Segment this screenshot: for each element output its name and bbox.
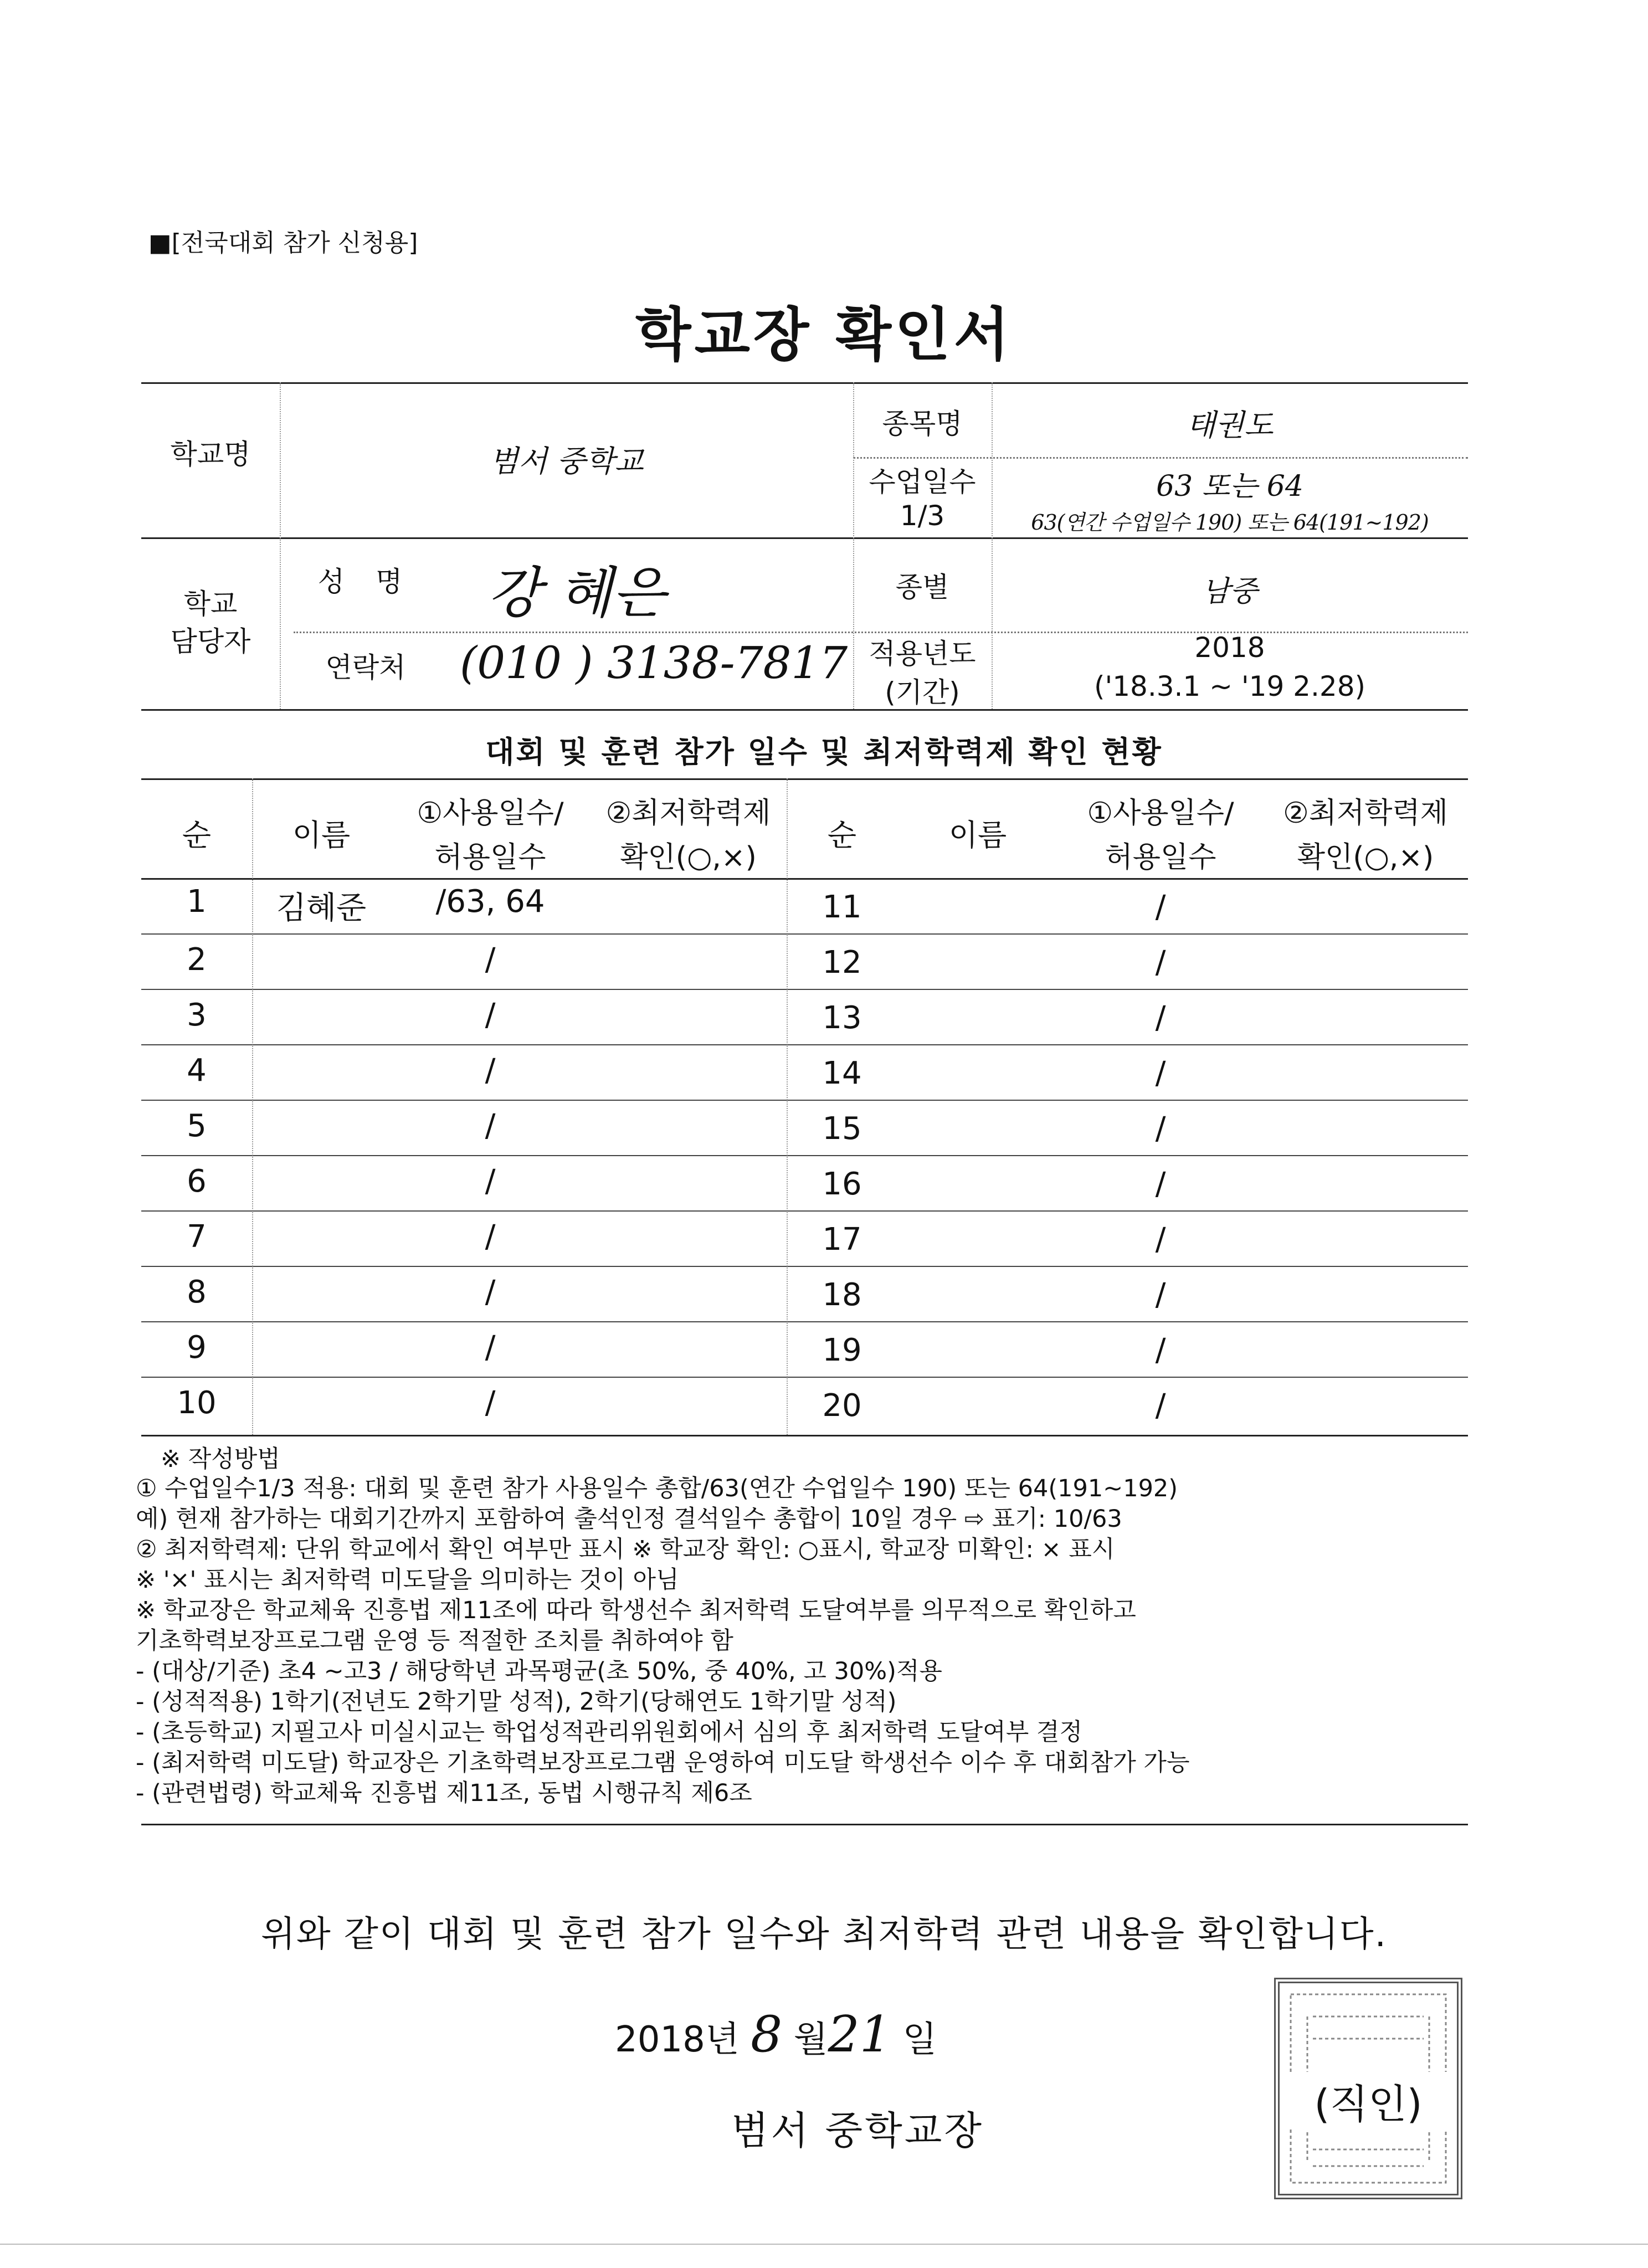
- row-days: /: [485, 1163, 496, 1199]
- note-line: - (대상/기준) 초4 ~고3 / 해당학년 과목평균(초 50%, 중 40%, 고 30%)적용: [136, 1658, 942, 1685]
- row-name: 김혜준: [276, 890, 367, 926]
- note-line: - (관련법령) 학교체육 진흥법 제11조, 동법 시행규칙 제6조: [136, 1779, 752, 1807]
- row-number: 6: [187, 1163, 207, 1199]
- row-days-right: /: [1155, 889, 1166, 925]
- col-check-header-right-1: ②최저학력제: [1283, 797, 1448, 830]
- note-line: - (초등학교) 지필고사 미실시교는 학업성적관리위원회에서 심의 후 최저학력 도달여부 결정: [136, 1718, 1082, 1746]
- row-number: 3: [187, 997, 207, 1033]
- page-title: 학교장 확인서: [635, 301, 1013, 368]
- notes-list: [136, 1474, 1189, 1809]
- note-line: - (성적적용) 1학기(전년도 2학기말 성적), 2학기(당해연도 1학기말 성적): [136, 1688, 897, 1716]
- col-seq-header: 순: [182, 818, 212, 853]
- person-name-value: 강 혜은: [487, 561, 666, 625]
- school-name-label: 학교명: [170, 438, 251, 470]
- row-number-right: 15: [822, 1111, 862, 1147]
- date-year: 2018년: [615, 2019, 740, 2060]
- row-number-right: 18: [822, 1277, 862, 1313]
- row-days: /: [485, 942, 496, 978]
- row-days-right: /: [1155, 1277, 1166, 1313]
- row-days: /: [485, 1108, 496, 1144]
- note-line: 기초학력보장프로그램 운영 등 적절한 조치를 취하여야 함: [136, 1627, 733, 1655]
- row-number: 4: [187, 1053, 207, 1089]
- row-number: 10: [177, 1385, 217, 1421]
- row-days-right: /: [1155, 1166, 1166, 1202]
- note-line: 예) 현재 참가하는 대회기간까지 포함하여 출석인정 결석일수 총합이 10일 경우 ⇨ 표기: 10/63: [136, 1505, 1122, 1533]
- row-number-right: 14: [822, 1055, 862, 1091]
- row-days: /: [485, 1330, 496, 1366]
- row-days-right: /: [1155, 1000, 1166, 1036]
- person-name-label: 성 명: [317, 566, 414, 598]
- col-name-header-right: 이름: [948, 818, 1007, 853]
- year-value-1: 2018: [1194, 632, 1265, 664]
- confirm-text: 위와 같이 대회 및 훈련 참가 일수와 최저학력 관련 내용을 확인합니다.: [261, 1914, 1387, 1955]
- row-number: 7: [187, 1219, 207, 1255]
- row-number-right: 13: [822, 1000, 862, 1036]
- row-number-right: 17: [822, 1222, 862, 1258]
- row-days-right: /: [1155, 1222, 1166, 1258]
- col-days-header-2: 허용일수: [434, 841, 546, 874]
- row-days-right: /: [1155, 1332, 1166, 1368]
- form-tag: ■[전국대회 참가 신청용]: [148, 229, 418, 257]
- row-days-right: /: [1155, 1111, 1166, 1147]
- col-days-header-1: ①사용일수/: [417, 797, 564, 830]
- col-seq-header-right: 순: [827, 818, 857, 853]
- year-label-2: (기간): [885, 676, 960, 709]
- section-title: 대회 및 훈련 참가 일수 및 최저학력제 확인 현황: [485, 735, 1163, 769]
- note-line: ② 최저학력제: 단위 학교에서 확인 여부만 표시 ※ 학교장 확인: ○표시, 학교장 미확인: × 표시: [136, 1536, 1115, 1563]
- row-days: /: [485, 1053, 496, 1089]
- row-days: /63, 64: [435, 884, 545, 920]
- col-check-header-2: 확인(○,×): [620, 841, 757, 874]
- school-name-value: 범서 중학교: [489, 444, 644, 479]
- row-number: 1: [187, 884, 207, 920]
- sport-label: 종목명: [882, 408, 963, 440]
- note-line: - (최저학력 미도달) 학교장은 기초학력보장프로그램 운영하여 미도달 학생선수 이수 후 대회참가 가능: [136, 1749, 1190, 1777]
- division-label: 종별: [895, 571, 949, 603]
- col-check-header-right-2: 확인(○,×): [1297, 841, 1434, 874]
- col-days-header-right-1: ①사용일수/: [1087, 797, 1234, 830]
- note-line: ① 수업일수1/3 적용: 대회 및 훈련 참가 사용일수 총합/63(연간 수업일수 190) 또는 64(191~192): [136, 1475, 1178, 1502]
- seal-text: (직인): [1280, 2072, 1457, 2130]
- note-line: ※ '×' 표시는 최저학력 미도달을 의미하는 것이 아님: [136, 1566, 679, 1594]
- col-days-header-right-2: 허용일수: [1105, 841, 1216, 874]
- manager-label-2: 담당자: [170, 625, 251, 658]
- row-number: 8: [187, 1274, 207, 1310]
- row-number-right: 19: [822, 1332, 862, 1368]
- col-check-header-1: ②최저학력제: [605, 797, 771, 830]
- class-days-label-2: 1/3: [900, 500, 945, 532]
- row-days: /: [485, 1219, 496, 1255]
- row-number-right: 12: [822, 945, 862, 981]
- row-days-right: /: [1155, 1388, 1166, 1424]
- class-days-value-2: 63(연간 수업일수 190) 또는 64(191~192): [1031, 510, 1429, 535]
- division-value: 남중: [1202, 575, 1258, 608]
- col-name-header: 이름: [292, 818, 351, 853]
- date-day-unit: 일: [902, 2019, 937, 2060]
- note-line: ※ 학교장은 학교체육 진흥법 제11조에 따라 학생선수 최저학력 도달여부를 의무적으로 확인하고: [136, 1597, 1136, 1624]
- row-days: /: [485, 997, 496, 1033]
- row-days: /: [485, 1385, 496, 1421]
- date-month-unit: 월: [793, 2019, 828, 2060]
- class-days-value-1: 63 또는 64: [1156, 470, 1303, 503]
- notes-heading: ※ 작성방법: [161, 1445, 280, 1473]
- principal-title: 범서 중학교장: [731, 2108, 984, 2153]
- row-days-right: /: [1155, 1055, 1166, 1091]
- row-number: 9: [187, 1330, 207, 1366]
- class-days-label-1: 수업일수: [869, 466, 976, 498]
- official-seal: [1274, 1978, 1462, 2199]
- row-number: 5: [187, 1108, 207, 1144]
- row-days-right: /: [1155, 945, 1166, 981]
- manager-label-1: 학교: [183, 588, 238, 620]
- row-number-right: 16: [822, 1166, 862, 1202]
- sport-value: 태권도: [1186, 408, 1274, 443]
- row-days: /: [485, 1274, 496, 1310]
- contact-label: 연락처: [325, 651, 406, 684]
- year-value-2: ('18.3.1 ~ '19 2.28): [1093, 670, 1366, 702]
- row-number: 2: [187, 942, 207, 978]
- date-day: 21: [828, 2005, 892, 2064]
- year-label-1: 적용년도: [869, 638, 976, 670]
- contact-value: (010 ) 3138-7817: [460, 637, 848, 689]
- row-number-right: 11: [822, 889, 862, 925]
- date-line: [615, 2005, 937, 2064]
- date-month: 8: [751, 2005, 783, 2064]
- row-number-right: 20: [822, 1388, 862, 1424]
